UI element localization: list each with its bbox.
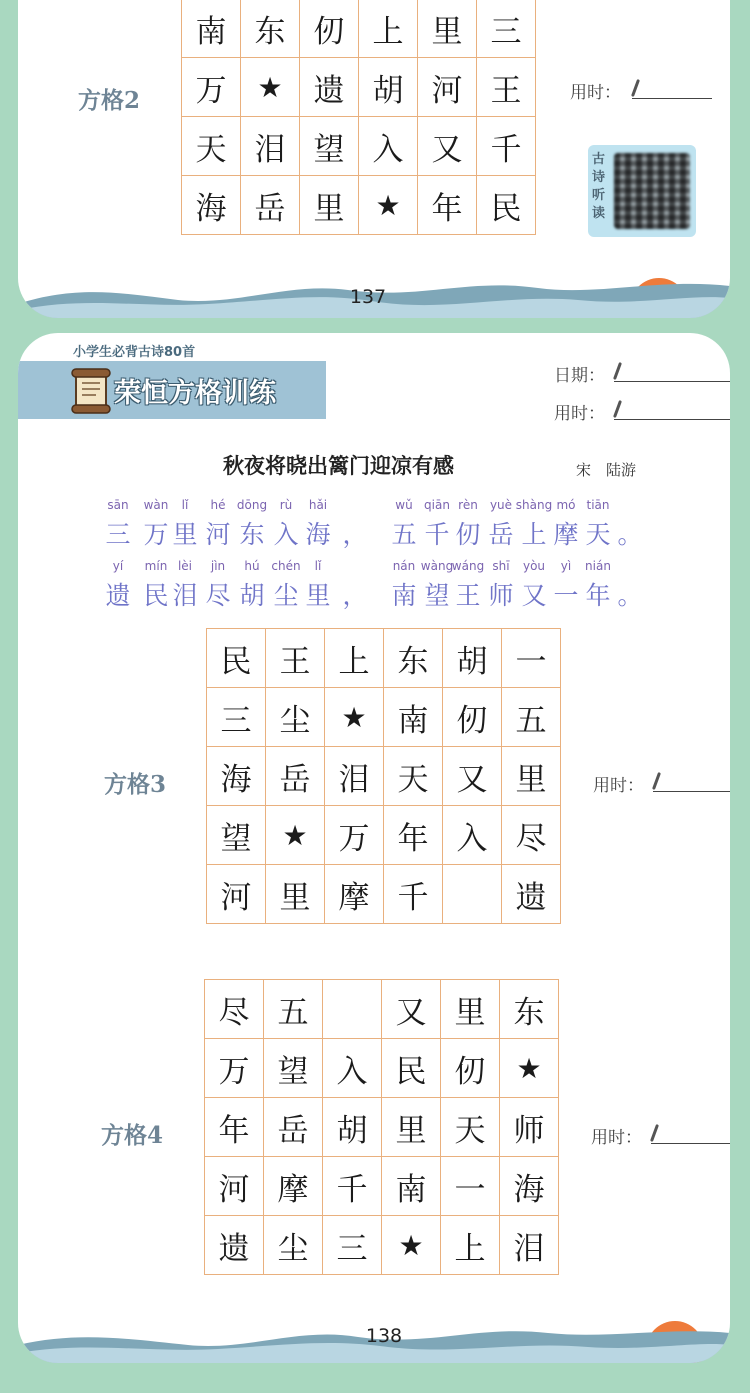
pinyin-syllable: sān [107, 498, 129, 512]
page-number: 137 [349, 286, 387, 308]
grid-cell[interactable]: 千 [477, 117, 536, 176]
poem-character: 上 [521, 520, 547, 549]
grid-cell[interactable]: 泪 [325, 747, 384, 806]
timer-label: 用时： [593, 776, 644, 796]
grid-row [205, 1216, 559, 1275]
poem-character: 海 [305, 520, 331, 549]
grid4-timer [591, 1123, 642, 1148]
date-label: 日期： [554, 366, 605, 386]
grid-cell[interactable]: 王 [266, 629, 325, 688]
grid-cell[interactable]: 望 [300, 117, 359, 176]
series-title: 小学生必背古诗80首 [73, 345, 196, 360]
poem-character: 入 [273, 520, 299, 549]
poem-character: 年 [585, 581, 611, 610]
timer-input-line[interactable] [653, 791, 730, 792]
qr-audio-box[interactable] [588, 145, 696, 237]
poem-character: 里 [172, 520, 198, 549]
grid-cell[interactable]: 里 [266, 865, 325, 924]
scroll-book-icon [70, 367, 112, 415]
grid-cell[interactable]: 尘 [264, 1216, 323, 1275]
poem-character: 南 [391, 581, 417, 610]
page-137 [18, 0, 730, 318]
grid-cell[interactable] [443, 865, 502, 924]
pinyin-syllable: wáng [451, 559, 485, 573]
date-input-line[interactable] [614, 381, 730, 382]
pencil-stroke-icon [650, 1124, 659, 1142]
grid4 [204, 979, 559, 1275]
grid-cell[interactable]: 南 [182, 0, 241, 58]
pinyin-syllable: hǎi [308, 498, 328, 512]
grid2 [181, 0, 536, 235]
poem-character: 胡 [239, 581, 265, 610]
grid-cell[interactable]: 南 [384, 688, 443, 747]
grid-row [182, 0, 536, 58]
grid-cell[interactable]: 河 [207, 865, 266, 924]
pinyin-syllable: yì [560, 559, 572, 573]
pinyin-syllable: lǐ [314, 559, 322, 573]
grid-cell[interactable]: 天 [182, 117, 241, 176]
grid-cell[interactable]: 王 [477, 58, 536, 117]
grid-cell[interactable]: 万 [325, 806, 384, 865]
grid-cell[interactable]: 民 [207, 629, 266, 688]
poem-character: 里 [305, 581, 331, 610]
pinyin-syllable: mín [144, 559, 168, 573]
grid-cell[interactable]: 三 [207, 688, 266, 747]
poem-character: 岳 [488, 520, 514, 549]
grid-cell[interactable]: 仞 [443, 688, 502, 747]
grid-cell[interactable]: 尽 [205, 980, 264, 1039]
grid-cell[interactable] [323, 980, 382, 1039]
grid-cell[interactable]: 民 [382, 1039, 441, 1098]
poem-character: 师 [488, 581, 514, 610]
grid-row [205, 980, 559, 1039]
grid-row [205, 1098, 559, 1157]
pinyin-syllable: wǔ [395, 498, 413, 512]
grid-row [205, 1039, 559, 1098]
poem-character: 遗 [105, 581, 131, 610]
pinyin-syllable: nián [585, 559, 611, 573]
grid-cell[interactable]: 千 [384, 865, 443, 924]
pinyin-syllable: yuè [489, 498, 513, 512]
banner-title: 荣恒方格训练 [114, 378, 276, 409]
pinyin-syllable: wàng [420, 559, 454, 573]
pencil-stroke-icon [613, 400, 622, 418]
grid-cell[interactable]: 年 [418, 176, 477, 235]
grid-row [182, 176, 536, 235]
grid-cell[interactable]: 上 [325, 629, 384, 688]
grid-row [207, 865, 561, 924]
grid-cell[interactable]: 年 [384, 806, 443, 865]
date-field [554, 361, 605, 386]
pencil-stroke-icon [631, 79, 640, 97]
grid-cell[interactable]: 仞 [441, 1039, 500, 1098]
grid-cell[interactable]: 三 [323, 1216, 382, 1275]
grid-cell-star-icon[interactable]: ★ [241, 58, 300, 117]
grid3 [206, 628, 561, 924]
grid-cell[interactable]: 入 [359, 117, 418, 176]
pinyin-syllable: shàng [515, 498, 553, 512]
pinyin-syllable: lǐ [181, 498, 189, 512]
poem-character: 万 [143, 520, 169, 549]
grid-cell[interactable]: 五 [264, 980, 323, 1039]
grid-cell[interactable]: 师 [500, 1098, 559, 1157]
page-timer-field [554, 399, 605, 424]
grid-cell[interactable]: 东 [241, 0, 300, 58]
timer-label: 用时： [570, 83, 621, 103]
pinyin-syllable: hé [210, 498, 226, 512]
grid-cell[interactable]: 望 [264, 1039, 323, 1098]
grid-cell[interactable]: 又 [382, 980, 441, 1039]
grid-cell[interactable]: 泪 [500, 1216, 559, 1275]
timer-label: 用时： [591, 1128, 642, 1148]
poem-character: 河 [205, 520, 231, 549]
pinyin-syllable: lèi [177, 559, 193, 573]
qr-label: 古诗听读 [592, 152, 606, 221]
grid2-timer [570, 78, 621, 103]
grid-cell[interactable]: 入 [323, 1039, 382, 1098]
grid-cell[interactable]: 海 [182, 176, 241, 235]
poem-character: 天 [585, 520, 611, 549]
grid-cell[interactable]: 天 [384, 747, 443, 806]
grid3-label: 方格3 [104, 771, 167, 798]
poem-character: 尽 [205, 581, 231, 610]
grid4-label: 方格4 [101, 1122, 164, 1149]
poem-punctuation: ， [342, 520, 368, 549]
poem-character: 三 [105, 520, 131, 549]
grid-cell[interactable]: 胡 [443, 629, 502, 688]
poem-character: 王 [455, 581, 481, 610]
pinyin-syllable: yòu [522, 559, 546, 573]
grid3-timer [593, 771, 644, 796]
pinyin-syllable: tiān [586, 498, 610, 512]
grid-cell[interactable]: 上 [441, 1216, 500, 1275]
poem-character: 民 [143, 581, 169, 610]
pencil-stroke-icon [652, 772, 661, 790]
grid-cell[interactable]: 里 [382, 1098, 441, 1157]
grid-cell[interactable]: 胡 [323, 1098, 382, 1157]
grid-cell[interactable]: 尘 [266, 688, 325, 747]
poem-title: 秋夜将晓出篱门迎凉有感 [223, 453, 454, 478]
timer-input-line[interactable] [632, 98, 712, 99]
grid-cell[interactable]: 一 [502, 629, 561, 688]
grid-cell[interactable]: 年 [205, 1098, 264, 1157]
poem-punctuation: 。 [617, 581, 643, 610]
grid-cell[interactable]: 上 [359, 0, 418, 58]
grid-cell[interactable]: 河 [418, 58, 477, 117]
pinyin-syllable: rù [279, 498, 293, 512]
grid-row [205, 1157, 559, 1216]
grid-cell[interactable]: 遗 [300, 58, 359, 117]
grid-cell[interactable]: 万 [182, 58, 241, 117]
grid-cell[interactable]: 泪 [241, 117, 300, 176]
grid-cell[interactable]: 望 [207, 806, 266, 865]
grid-cell[interactable]: 三 [477, 0, 536, 58]
page-number: 138 [365, 1325, 403, 1347]
timer-input-line[interactable] [651, 1143, 730, 1144]
grid-cell[interactable]: 胡 [359, 58, 418, 117]
grid-row [207, 806, 561, 865]
grid-cell[interactable]: 五 [502, 688, 561, 747]
grid-cell[interactable]: 尽 [502, 806, 561, 865]
grid-row [207, 747, 561, 806]
poem-character: 尘 [273, 581, 299, 610]
grid-cell[interactable]: 遗 [502, 865, 561, 924]
grid-row [207, 629, 561, 688]
grid-cell-star-icon[interactable]: ★ [266, 806, 325, 865]
grid-cell[interactable]: 天 [441, 1098, 500, 1157]
poem-character: 一 [553, 581, 579, 610]
grid2-label: 方格2 [78, 87, 141, 114]
pinyin-syllable: qiān [424, 498, 450, 512]
pinyin-syllable: mó [556, 498, 576, 512]
grid-row [182, 117, 536, 176]
grid-row [207, 688, 561, 747]
grid-cell[interactable]: 又 [418, 117, 477, 176]
grid-cell[interactable]: 又 [443, 747, 502, 806]
grid-cell[interactable]: 千 [323, 1157, 382, 1216]
grid-cell[interactable]: 万 [205, 1039, 264, 1098]
grid-cell[interactable]: 入 [443, 806, 502, 865]
grid-cell[interactable]: 东 [500, 980, 559, 1039]
grid-cell[interactable]: 岳 [266, 747, 325, 806]
poem-character: 又 [521, 581, 547, 610]
poem-author: 宋 陆游 [576, 461, 637, 479]
poem-punctuation: ， [342, 581, 368, 610]
pinyin-syllable: yí [112, 559, 124, 573]
grid-cell[interactable]: 里 [441, 980, 500, 1039]
pinyin-syllable: dōng [236, 498, 268, 512]
grid-cell[interactable]: 摩 [264, 1157, 323, 1216]
grid-cell[interactable]: 海 [207, 747, 266, 806]
pinyin-syllable: wàn [143, 498, 169, 512]
pencil-stroke-icon [613, 362, 622, 380]
grid-cell[interactable]: 民 [477, 176, 536, 235]
pinyin-syllable: hú [244, 559, 260, 573]
grid-cell-star-icon[interactable]: ★ [325, 688, 384, 747]
grid-cell-star-icon[interactable]: ★ [382, 1216, 441, 1275]
grid-cell[interactable]: 海 [500, 1157, 559, 1216]
grid-cell-star-icon[interactable]: ★ [359, 176, 418, 235]
pinyin-syllable: rèn [458, 498, 478, 512]
poem-character: 东 [239, 520, 265, 549]
grid-cell-star-icon[interactable]: ★ [500, 1039, 559, 1098]
poem-character: 泪 [172, 581, 198, 610]
poem-character: 千 [424, 520, 450, 549]
grid-row [182, 58, 536, 117]
timer-label: 用时： [554, 404, 605, 424]
grid-cell[interactable]: 岳 [241, 176, 300, 235]
grid-cell[interactable]: 摩 [325, 865, 384, 924]
poem-character: 望 [424, 581, 450, 610]
grid-cell[interactable]: 岳 [264, 1098, 323, 1157]
grid-cell[interactable]: 东 [384, 629, 443, 688]
poem-character: 五 [391, 520, 417, 549]
poem-character: 仞 [455, 520, 481, 549]
grid-cell[interactable]: 一 [441, 1157, 500, 1216]
grid-cell[interactable]: 里 [300, 176, 359, 235]
pinyin-syllable: shī [492, 559, 510, 573]
grid-cell[interactable]: 仞 [300, 0, 359, 58]
grid-cell[interactable]: 里 [418, 0, 477, 58]
timer-input-line[interactable] [614, 419, 730, 420]
qr-code-icon[interactable] [614, 153, 690, 229]
poem-character: 摩 [553, 520, 579, 549]
grid-cell[interactable]: 遗 [205, 1216, 264, 1275]
grid-cell[interactable]: 南 [382, 1157, 441, 1216]
grid-cell[interactable]: 河 [205, 1157, 264, 1216]
poem-punctuation: 。 [617, 520, 643, 549]
pinyin-syllable: jìn [210, 559, 226, 573]
pinyin-syllable: nán [392, 559, 416, 573]
grid-cell[interactable]: 里 [502, 747, 561, 806]
page-138 [18, 333, 730, 1363]
pinyin-syllable: chén [271, 559, 301, 573]
